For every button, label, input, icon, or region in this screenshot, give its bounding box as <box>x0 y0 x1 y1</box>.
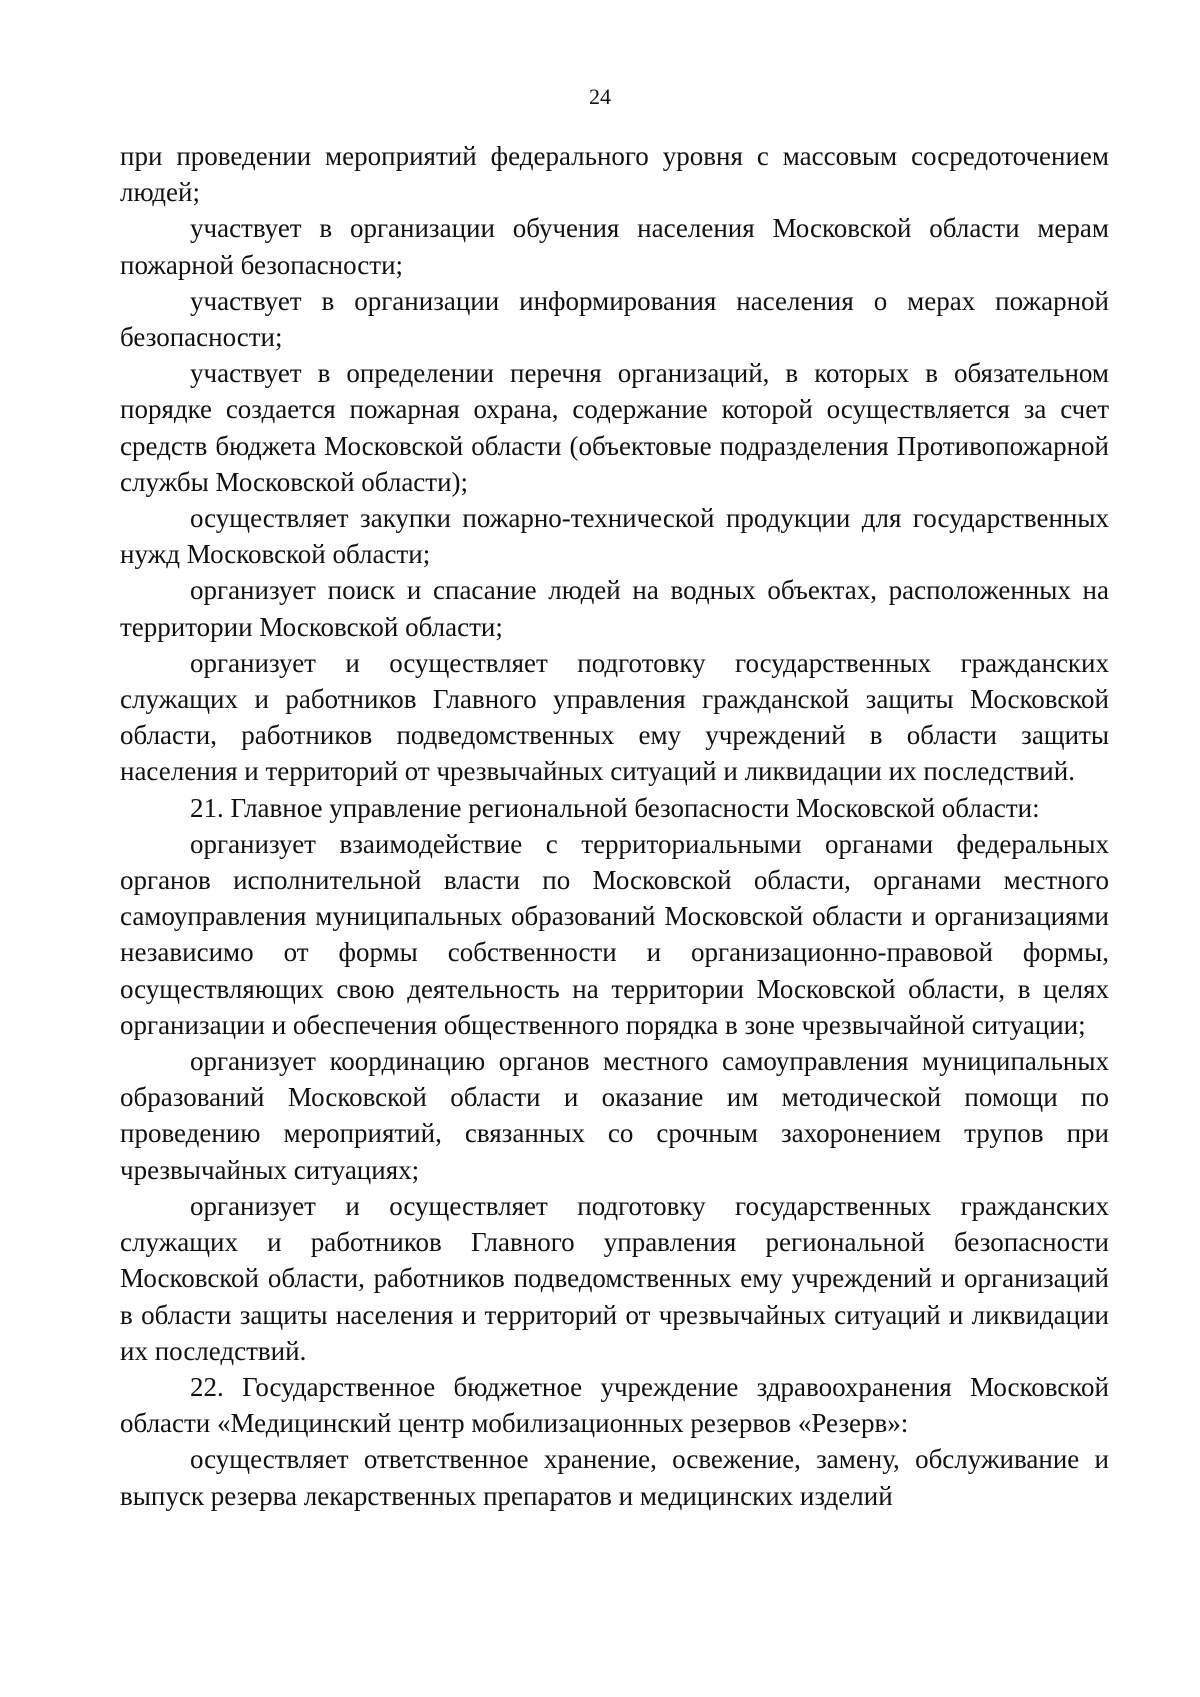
paragraph: осуществляет закупки пожарно-технической продукции для государственных нужд Московской области; <box>120 503 1109 570</box>
paragraph: участвует в определении перечня организаций, в которых в обязательном порядке создается пожарная охрана, содержание которой осуществляется за счет средств бюджета Московской области (объектовые подразделения Противопожарной службы Московской области); <box>120 358 1109 497</box>
paragraph: участвует в организации обучения населения Московской области мерам пожарной безопасности; <box>120 213 1109 280</box>
document-body <box>120 138 1109 1514</box>
paragraph: организует координацию органов местного самоуправления муниципальных образований Московской области и оказание им методической помощи по проведению мероприятий, связанных со срочным захоронением трупов при чрезвычайных ситуациях; <box>120 1046 1109 1185</box>
paragraph-continuation: при проведении мероприятий федерального уровня с массовым сосредоточением людей; <box>120 141 1109 208</box>
paragraph: организует взаимодействие с территориальными органами федеральных органов исполнительной власти по Московской области, органами местного самоуправления муниципальных образований Московской области и организациями независимо от формы собственности и организационно-правовой формы, осуществляющих свою деятельность на территории Московской области, в целях организации и обеспечения общественного порядка в зоне чрезвычайной ситуации; <box>120 828 1109 1040</box>
page-number: 24 <box>589 84 611 109</box>
paragraph: осуществляет ответственное хранение, освежение, замену, обслуживание и выпуск резерва лекарственных препаратов и медицинских изделий <box>120 1444 1109 1511</box>
paragraph: организует и осуществляет подготовку государственных гражданских служащих и работников Главного управления гражданской защиты Московской области, работников подведомственных ему учреждений в области защиты населения и территорий от чрезвычайных ситуаций и ликвидации их последствий. <box>120 647 1109 787</box>
paragraph: организует поиск и спасание людей на водных объектах, расположенных на территории Московской области; <box>120 575 1109 642</box>
paragraph: организует и осуществляет подготовку государственных гражданских служащих и работников Главного управления региональной безопасности Московской области, работников подведомственных ему учреждений и организаций в области защиты населения и территорий от чрезвычайных ситуаций и ликвидации их последствий. <box>120 1190 1109 1366</box>
section-heading-22: 22. Государственное бюджетное учреждение здравоохранения Московской области «Медицинский центр мобилизационных резервов «Резерв»: <box>120 1371 1109 1439</box>
paragraph: участвует в организации информирования населения о мерах пожарной безопасности; <box>120 285 1109 353</box>
section-heading-21: 21. Главное управление региональной безопасности Московской области: <box>190 792 1040 823</box>
